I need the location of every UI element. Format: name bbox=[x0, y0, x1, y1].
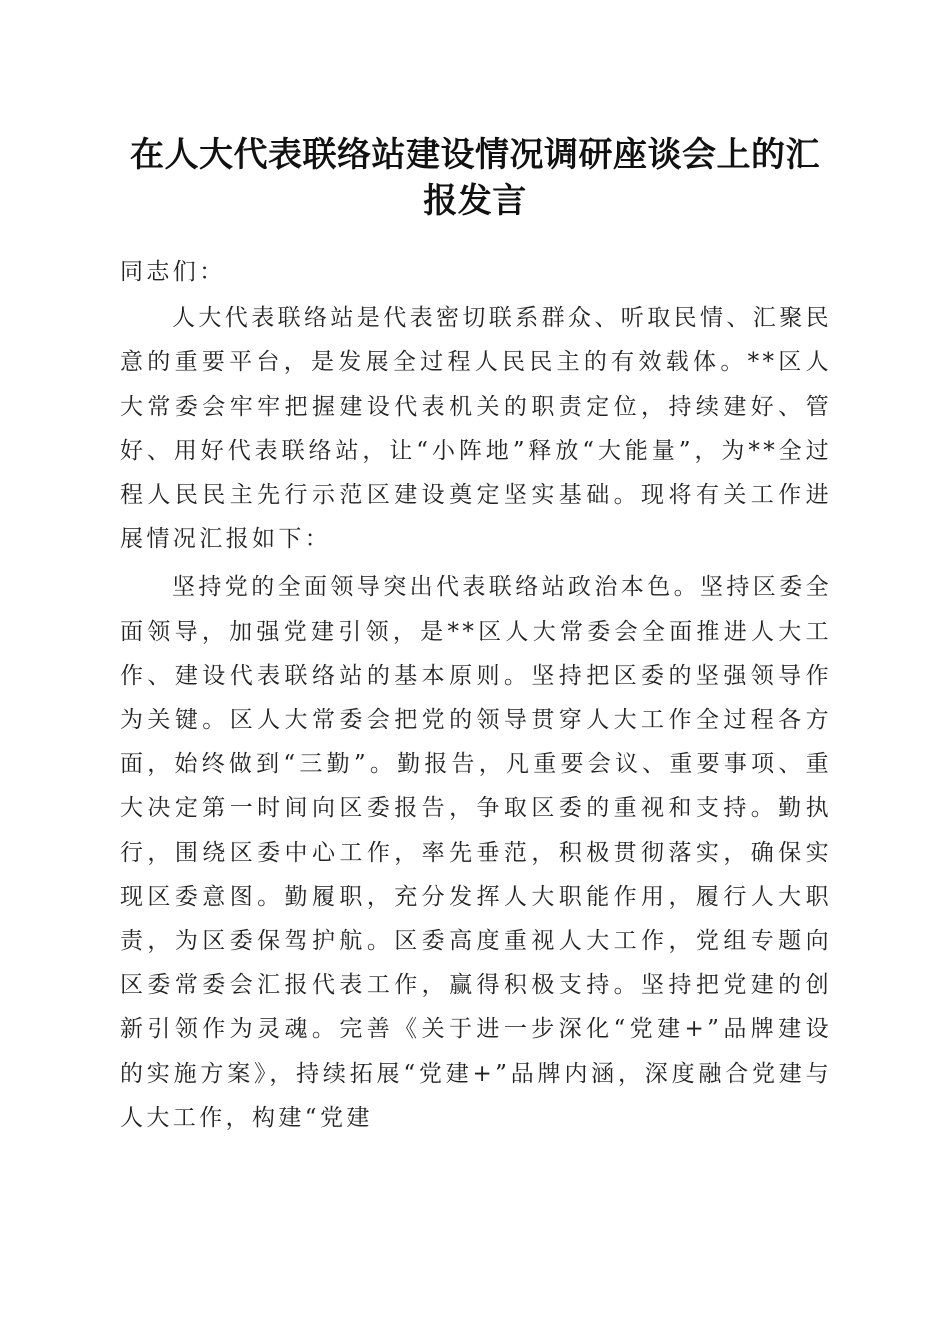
document-title bbox=[110, 132, 840, 224]
salutation: 同志们： bbox=[120, 259, 226, 285]
title-line-2: 报发言 bbox=[423, 181, 527, 221]
document-body bbox=[120, 250, 832, 1144]
title-line-1: 在人大代表联络站建设情况调研座谈会上的汇 bbox=[130, 135, 820, 175]
paragraph-party-leadership: 坚持党的全面领导突出代表联络站政治本色。坚持区委全面领导，加强党建引领，是**区人大常委会全面推进人大工作、建设代表联络站的基本原则。坚持把区委的坚强领导作为关键。区人大常委会把党的领导贯穿人大工作全过程各方面，始终做到“三勤”。勤报告，凡重要会议、重要事项、重大决定第一时间向区委报告，争取区委的重视和支持。勤执行，围绕区委中心工作，率先垂范，积极贯彻落实，确保实现区委意图。勤履职，充分发挥人大职能作用，履行人大职责，为区委保驾护航。区委高度重视人大工作，党组专题向区委常委会汇报代表工作，赢得积极支持。坚持把党建的创新引领作为灵魂。完善《关于进一步深化“党建+”品牌建设的实施方案》，持续拓展“党建+”品牌内涵，深度融合党建与人大工作，构建“党建 bbox=[120, 574, 832, 1131]
paragraph-intro: 人大代表联络站是代表密切联系群众、听取民情、汇聚民意的重要平台，是发展全过程人民民主的有效载体。**区人大常委会牢牢把握建设代表机关的职责定位，持续建好、管好、用好代表联络站，让“小阵地”释放“大能量”，为**全过程人民民主先行示范区建设奠定坚实基础。现将有关工作进展情况汇报如下： bbox=[120, 305, 832, 553]
